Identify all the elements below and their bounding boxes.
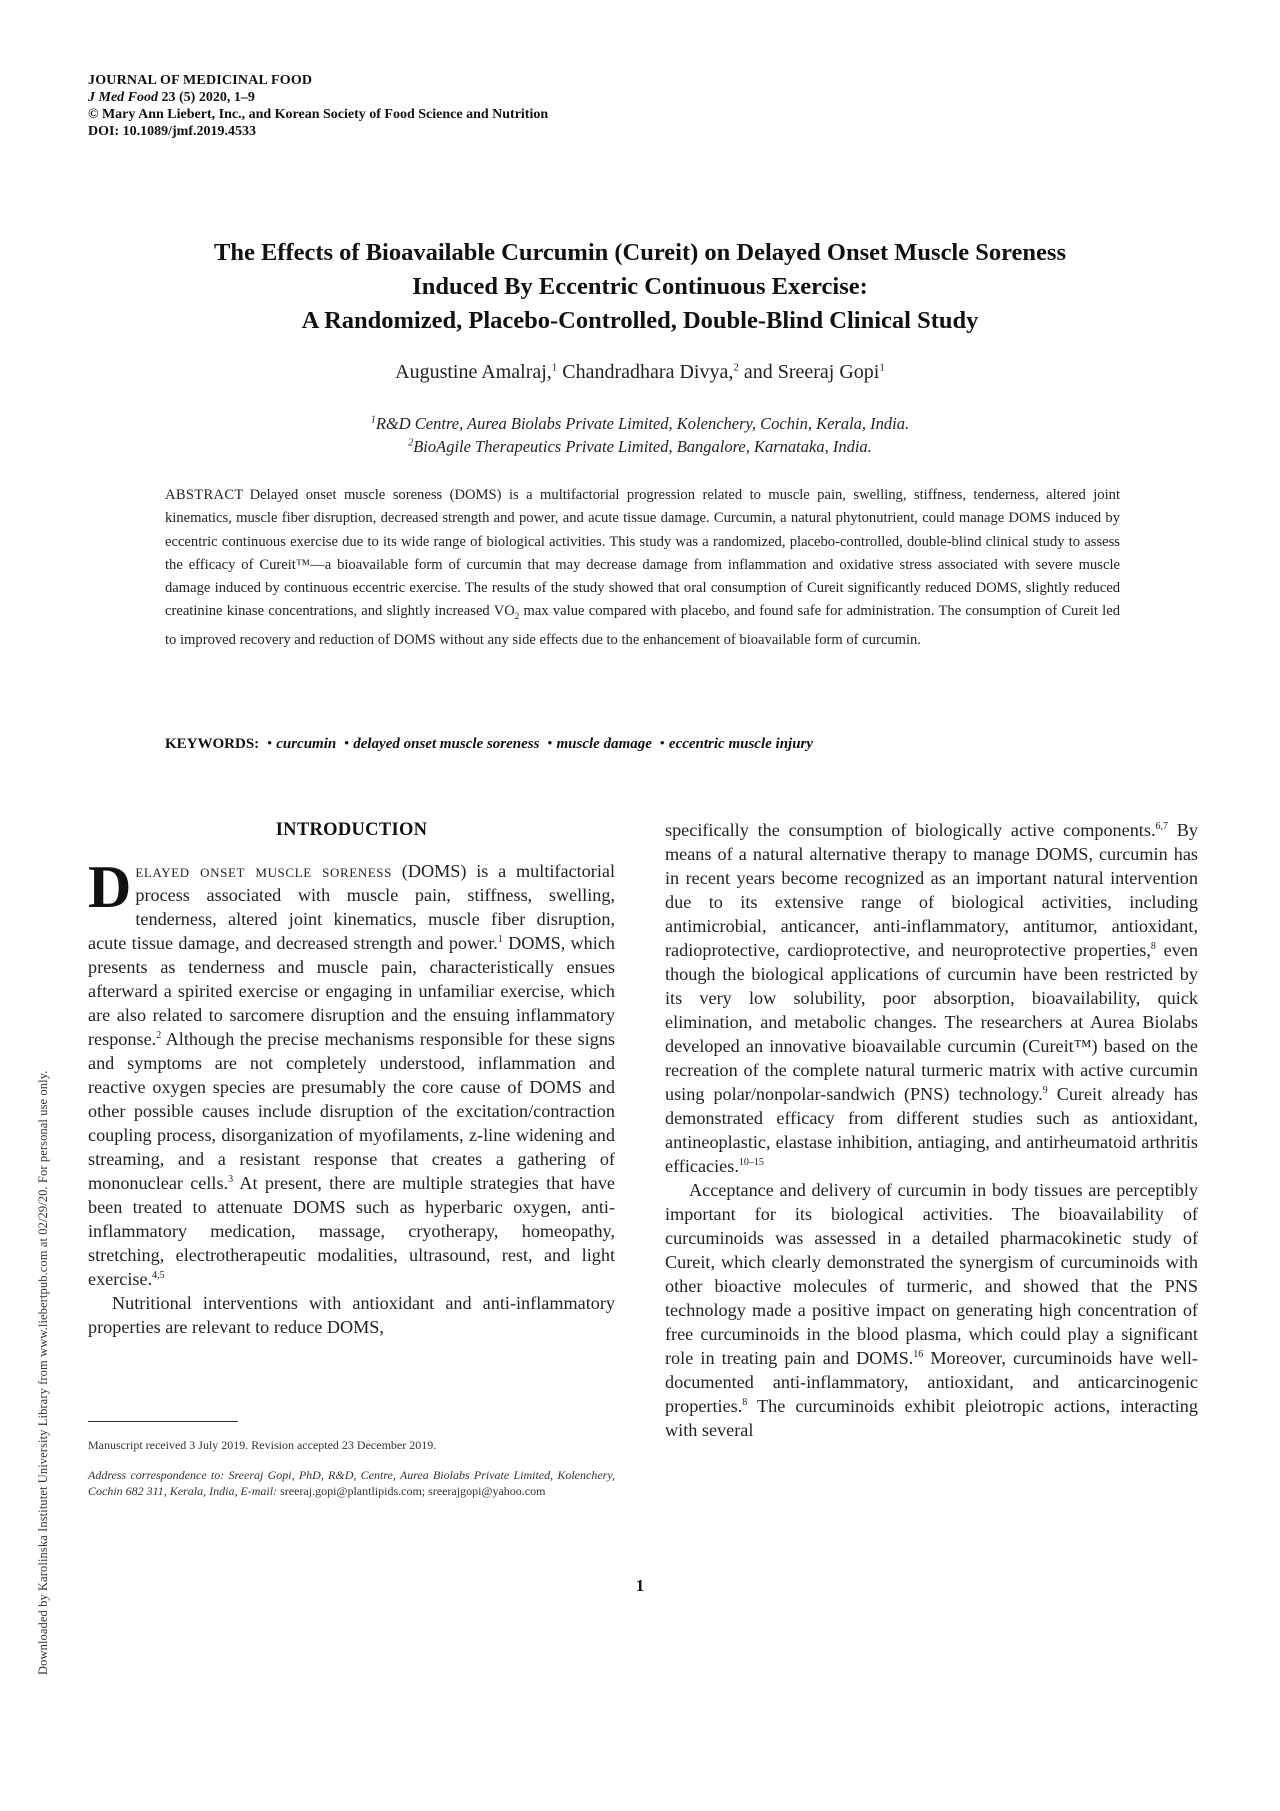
- author-affil-ref: 1: [879, 361, 885, 374]
- citation-ref[interactable]: 8: [1150, 940, 1156, 952]
- dropcap: D: [88, 854, 132, 920]
- abstract-text: max value compared with placebo, and found safe for administration. The consumption of Cureit led to improved recovery and reduction of DOMS without any side effects due to the enhancement of bioavailable form of curcumin.: [165, 603, 1120, 648]
- text: Acceptance and delivery of curcumin in body tissues are perceptibly important for its biological activities. The bioavailability of curcuminoids was assessed in a detailed pharmacokinetic study of Cureit, which clearly demonstrated the synergism of curcuminoids with other bioactive molecules of turmeric, and showed that the PNS technology made a positive impact on generating high concentration of free curcuminoids in the blood plasma, which could play a significant role in treating pain and DOMS.: [665, 1180, 1198, 1368]
- paragraph: [665, 1178, 1198, 1442]
- author: Chandradhara Divya,: [562, 361, 734, 383]
- affiliation: [0, 412, 1280, 435]
- paragraph: [88, 854, 616, 1291]
- abstract-subscript: 2: [514, 611, 520, 622]
- footnote-divider: [88, 1421, 238, 1422]
- citation-ref[interactable]: 16: [913, 1348, 924, 1360]
- keywords: [165, 736, 813, 753]
- citation-ref[interactable]: 4,5: [152, 1269, 165, 1281]
- text: At present, there are multiple strategies that have been treated to attenuate DOMS such as hyperbaric oxygen, anti-inflammatory medication, massage, cryotherapy, homeopathy, stretching, electrotherapeutic modalities, ultrasound, rest, and light exercise.: [88, 1173, 615, 1289]
- text: Moreover, curcuminoids have well-documented anti-inflammatory, antioxidant, and anticarcinogenic properties.: [665, 1348, 1198, 1416]
- text: The curcuminoids exhibit pleiotropic actions, interacting with several: [665, 1396, 1198, 1440]
- citation-ref[interactable]: 8: [742, 1396, 748, 1408]
- title-line-1: The Effects of Bioavailable Curcumin (Cureit) on Delayed Onset Muscle Soreness: [213, 239, 1066, 266]
- title-line-3: A Randomized, Placebo-Controlled, Double-Blind Clinical Study: [301, 307, 979, 334]
- keyword: eccentric muscle injury: [668, 736, 814, 752]
- keyword: curcumin: [276, 736, 337, 752]
- bullet-icon: •: [547, 736, 553, 752]
- affiliation: [0, 435, 1280, 458]
- email-links[interactable]: sreeraj.gopi@plantlipids.com; sreerajgopi@yahoo.com: [277, 1484, 546, 1498]
- abstract-text: Delayed onset muscle soreness (DOMS) is a multifactorial progression related to muscle pain, swelling, stiffness, tenderness, altered joint kinematics, muscle fiber disruption, decreased strength and power, and acute tissue damage. Curcumin, a natural phytonutrient, could manage DOMS induced by eccentric continuous exercise due to its wide range of biological activities. This study was a randomized, placebo-controlled, double-blind clinical study to assess the efficacy of Cureit™—a bioavailable form of curcumin that may decrease damage from inflammation and oxidative stress associated with severe muscle damage induced by continuous eccentric exercise. The results of the study showed that oral consumption of Cureit significantly reduced DOMS, slightly reduced creatinine kinase concentrations, and slightly increased VO: [165, 487, 1120, 620]
- abstract-label: ABSTRACT: [165, 487, 244, 503]
- download-watermark: Downloaded by Karolinska Institutet University Library from www.liebertpub.com at 02/29/20. For personal use only.: [36, 1070, 50, 1675]
- bullet-icon: •: [659, 736, 665, 752]
- copyright-line: © Mary Ann Liebert, Inc., and Korean Society of Food Science and Nutrition: [88, 107, 549, 122]
- paragraph: [665, 818, 1198, 1178]
- citation-ref[interactable]: 2: [156, 1029, 162, 1041]
- doi[interactable]: DOI: 10.1089/jmf.2019.4533: [88, 124, 256, 139]
- author: Augustine Amalraj,: [395, 361, 552, 383]
- text: (DOMS) is a multifactorial process associated with muscle pain, stiffness, swelling, tenderness, altered joint kinematics, muscle fiber disruption, acute tissue damage, and decreased strength and power.: [88, 861, 616, 953]
- text: Although the precise mechanisms responsible for these signs and symptoms are not completely understood, inflammation and reactive oxygen species are presumably the core cause of DOMS and other possible causes include disruption of the excitation/contraction coupling process, disorganization of myofilaments, z-line widening and streaming, and a resistant response that creates a gathering of mononuclear cells.: [88, 1029, 615, 1193]
- journal-header: [88, 72, 548, 140]
- citation-journal-abbrev: J Med Food: [88, 90, 158, 105]
- body-column-left: [88, 818, 615, 1339]
- text: even though the biological applications of curcumin have been restricted by its very low solubility, poor absorption, bioavailability, quick elimination, and metabolic changes. The researchers at Aurea Biolabs developed an innovative bioavailable curcumin (Cureit™) based on the recreation of the complete natural turmeric matrix with active curcumin using polar/nonpolar-sandwich (PNS) technology.: [665, 940, 1198, 1104]
- affiliation-text: BioAgile Therapeutics Private Limited, Bangalore, Karnataka, India.: [413, 437, 872, 456]
- title-line-2: Induced By Eccentric Continuous Exercise:: [412, 273, 868, 300]
- journal-name: JOURNAL OF MEDICINAL FOOD: [88, 73, 313, 88]
- manuscript-dates: Manuscript received 3 July 2019. Revision accepted 23 December 2019.: [88, 1438, 437, 1452]
- bullet-icon: •: [266, 736, 273, 752]
- page-number: 1: [635, 1576, 645, 1595]
- citation: [88, 89, 548, 106]
- author-affil-ref: 1: [551, 361, 558, 374]
- citation-ref[interactable]: 9: [1042, 1084, 1048, 1096]
- text: Nutritional interventions with antioxidant and anti-inflammatory properties are relevant to reduce DOMS,: [88, 1293, 615, 1337]
- paragraph: [88, 1291, 615, 1339]
- text: specifically the consumption of biologically active components.: [665, 820, 1156, 840]
- text: DOMS, which presents as tenderness and muscle pain, characteristically ensues afterward a spirited exercise or engaging in unfamiliar exercise, which are also related to sarcomere disruption and the ensuing inflammatory response.: [88, 933, 615, 1049]
- body-column-right: [665, 818, 1198, 1442]
- affiliations: [0, 412, 1280, 458]
- keywords-label: KEYWORDS:: [165, 736, 260, 752]
- citation-ref[interactable]: 6,7: [1155, 820, 1168, 832]
- citation-ref[interactable]: 10–15: [738, 1156, 764, 1168]
- keyword: muscle damage: [556, 736, 652, 752]
- affiliation-number: 1: [370, 414, 376, 426]
- author-affil-ref: 2: [733, 361, 739, 374]
- author-list: [0, 361, 1280, 384]
- text: By means of a natural alternative therapy to manage DOMS, curcumin has in recent years become recognized as an important natural intervention due to its extensive range of biological activities, including antimicrobial, anticancer, anti-inflammatory, antitumor, antioxidant, radioprotective, cardioprotective, and neuroprotective properties,: [665, 820, 1198, 960]
- author: and Sreeraj Gopi: [743, 361, 880, 383]
- address-text: Address correspondence to: Sreeraj Gopi, PhD, R&D, Centre, Aurea Biolabs Private Limited, Kolenchery, Cochin 682 311, Kerala, India, E-mail:: [88, 1468, 615, 1498]
- citation-ref[interactable]: 1: [497, 933, 503, 945]
- affiliation-number: 2: [408, 437, 414, 449]
- abstract: [165, 484, 1120, 652]
- affiliation-text: R&D Centre, Aurea Biolabs Private Limited, Kolenchery, Cochin, Kerala, India.: [375, 414, 910, 433]
- citation-volume: 23 (5) 2020, 1–9: [158, 90, 255, 105]
- keyword: delayed onset muscle soreness: [353, 736, 540, 752]
- bullet-icon: •: [343, 736, 350, 752]
- smallcaps-lead: elayed onset muscle soreness: [135, 861, 392, 881]
- article-title: [100, 236, 1180, 338]
- section-heading-introduction: INTRODUCTION: [275, 820, 428, 840]
- citation-ref[interactable]: 3: [228, 1173, 234, 1185]
- correspondence-address: [88, 1467, 615, 1499]
- text: Cureit already has demonstrated efficacy from different studies such as antioxidant, antineoplastic, elastase inhibition, antiaging, and antirheumatoid arthritis efficacies.: [665, 1084, 1198, 1176]
